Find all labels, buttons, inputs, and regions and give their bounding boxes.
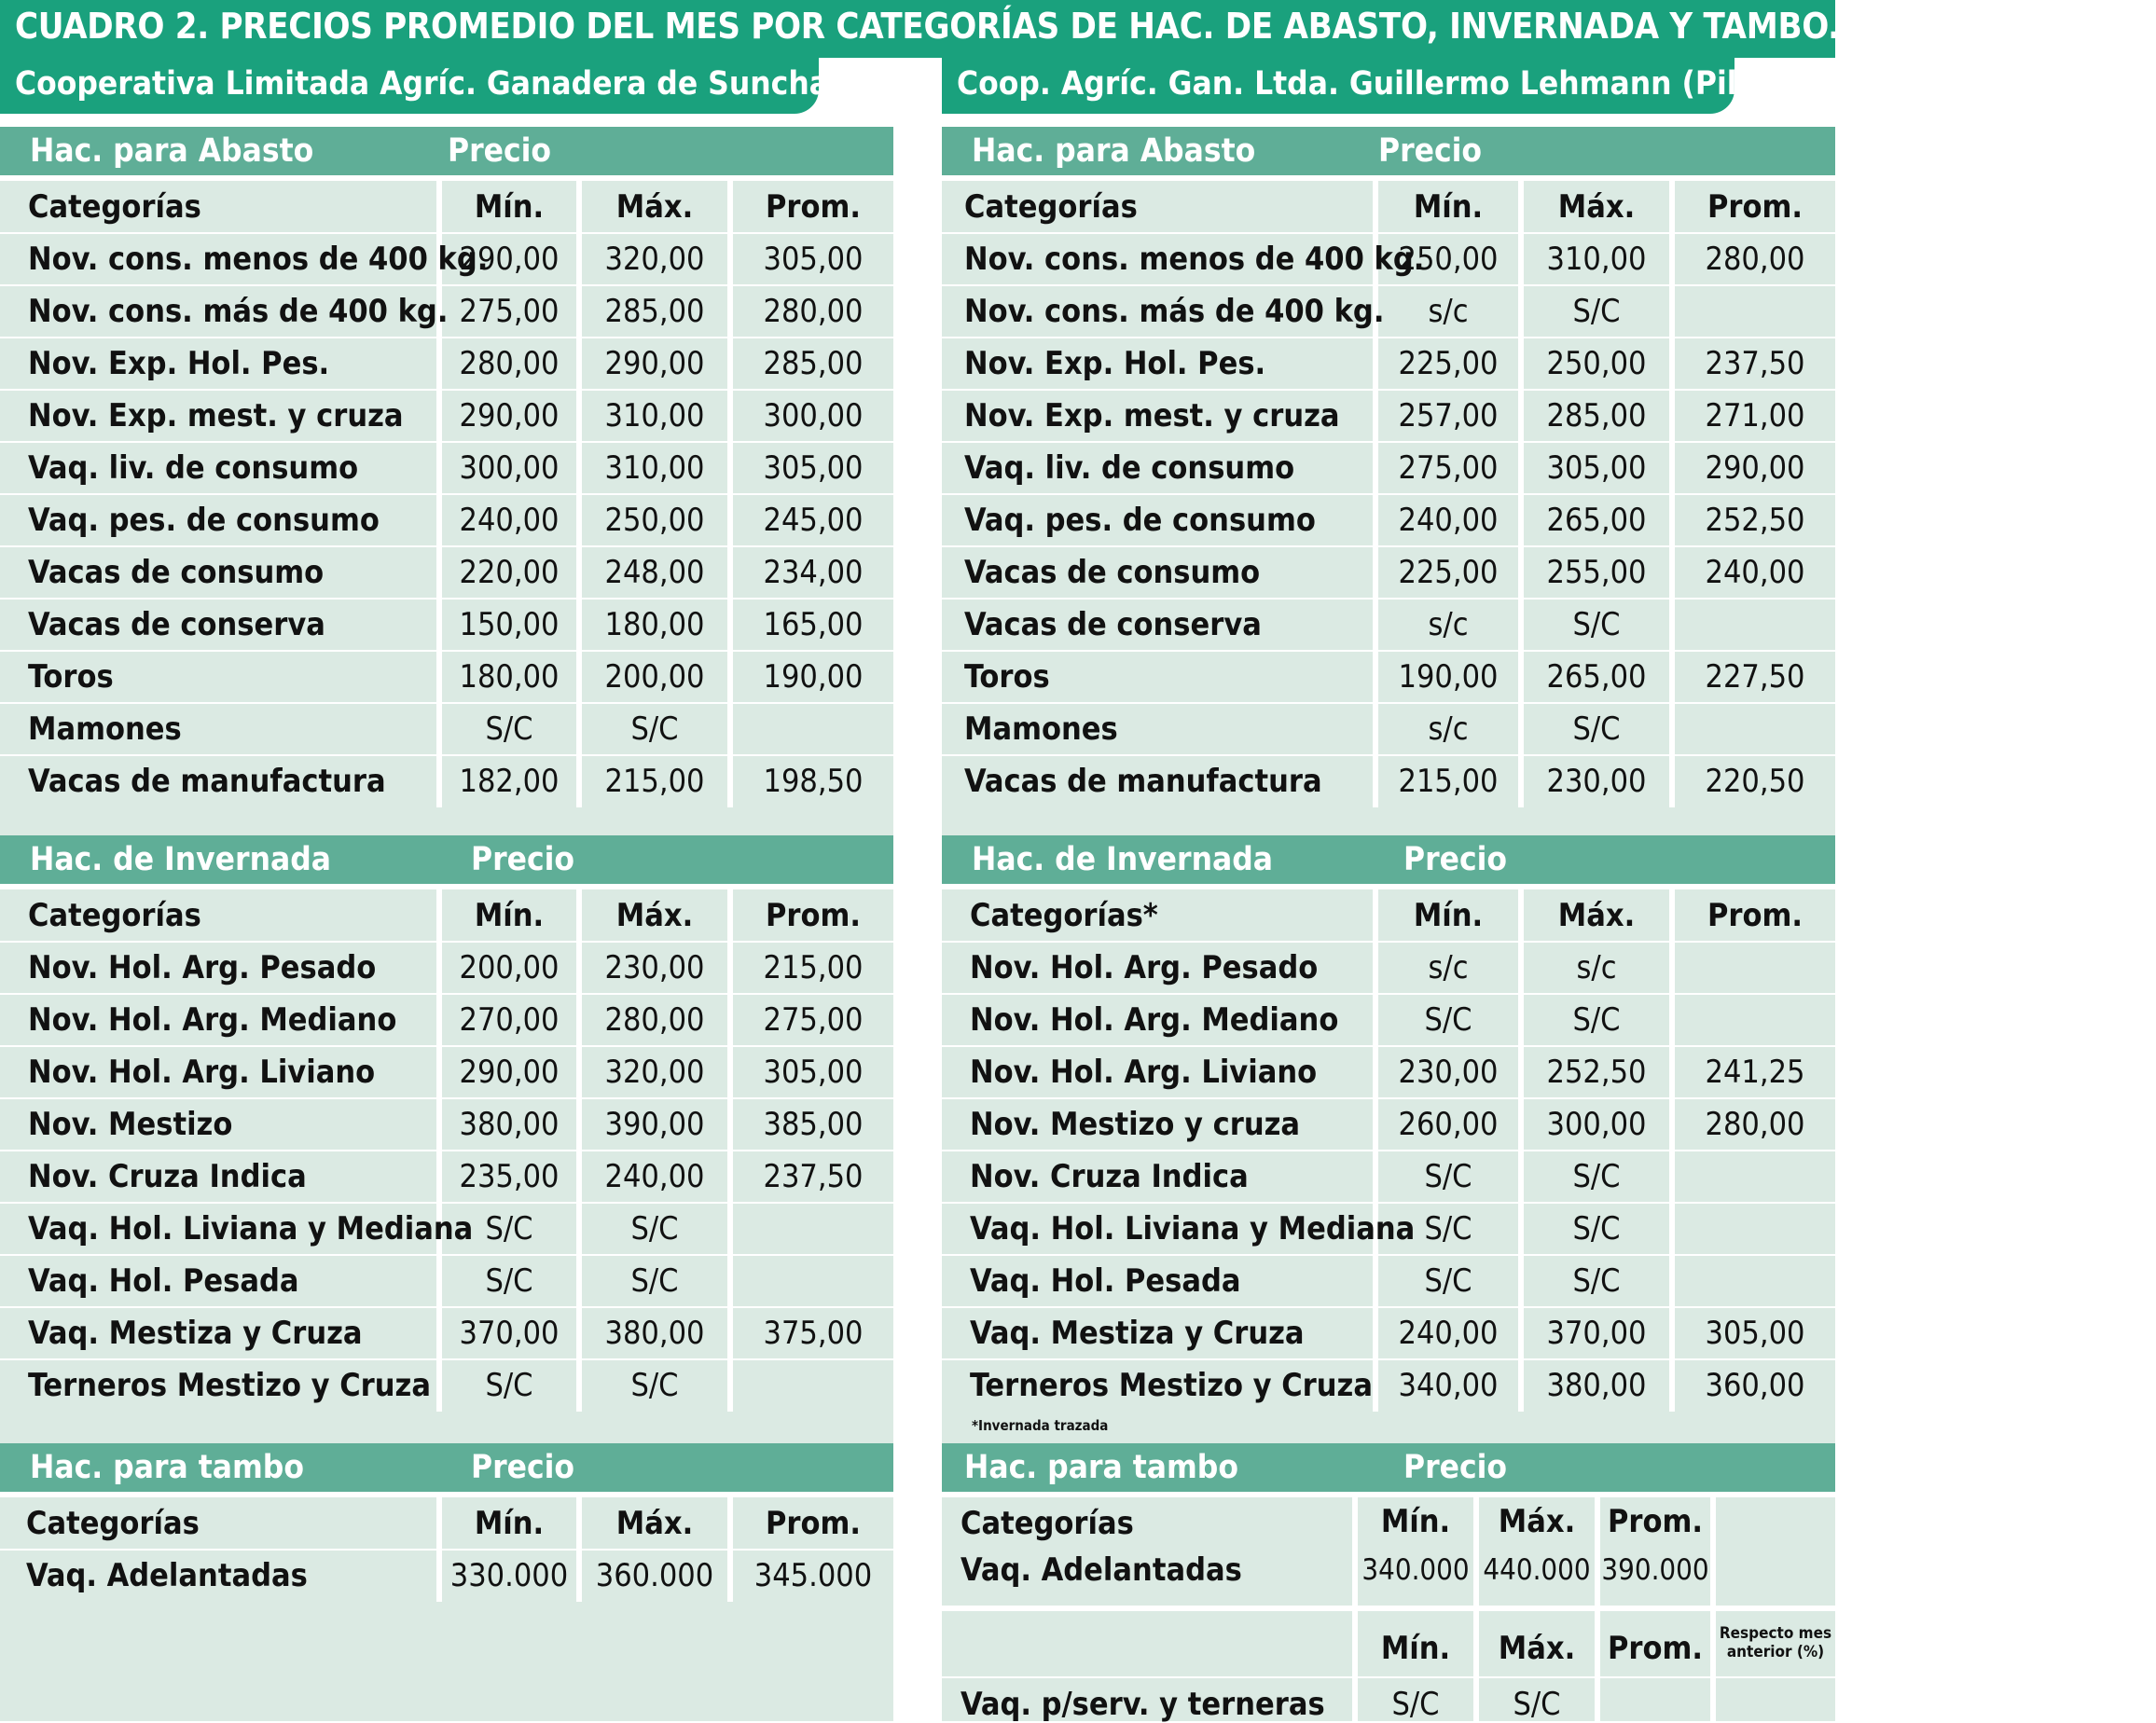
invernada-row-divider bbox=[0, 1306, 893, 1308]
invernada-precio-label: Precio bbox=[471, 841, 575, 878]
abasto-row-value: 220,50 bbox=[1705, 763, 1805, 800]
abasto-col-header-1: Mín. bbox=[1413, 188, 1484, 226]
invernada-row-value: S/C bbox=[630, 1367, 679, 1404]
abasto-row-category: Toros bbox=[964, 658, 1050, 696]
abasto-row-value: 280,00 bbox=[1705, 241, 1805, 278]
invernada-row-category: Nov. Hol. Arg. Mediano bbox=[28, 1001, 397, 1039]
invernada-row-divider bbox=[942, 993, 1835, 995]
abasto-row-value: 305,00 bbox=[763, 241, 864, 278]
invernada-row-value: S/C bbox=[485, 1367, 533, 1404]
abasto-row-value: 265,00 bbox=[1546, 502, 1647, 539]
abasto-row-divider bbox=[0, 284, 893, 286]
abasto-row-value: 250,00 bbox=[1546, 345, 1647, 382]
invernada-row-value: 380,00 bbox=[604, 1315, 705, 1352]
abasto-row-category: Vacas de consumo bbox=[28, 554, 325, 591]
invernada-row-value: S/C bbox=[1424, 1262, 1472, 1300]
tambo-col-header-3: Prom. bbox=[1607, 1503, 1704, 1540]
invernada-row-value: 360,00 bbox=[1705, 1367, 1805, 1404]
invernada-col-header-3: Prom. bbox=[765, 897, 862, 934]
invernada-row-divider bbox=[0, 993, 893, 995]
tambo-row2-value: S/C bbox=[1513, 1686, 1561, 1723]
abasto-row-category: Nov. cons. menos de 400 kg. bbox=[28, 241, 489, 278]
abasto-row-value: 190,00 bbox=[763, 658, 864, 696]
tambo-col-header-3: Prom. bbox=[765, 1505, 862, 1542]
invernada-section-header bbox=[942, 835, 1835, 884]
tambo-row2-category: Vaq. p/serv. y terneras bbox=[961, 1686, 1325, 1723]
invernada-row-value: 340,00 bbox=[1398, 1367, 1499, 1404]
tambo-section-header bbox=[0, 1443, 893, 1492]
invernada-row-divider bbox=[0, 1045, 893, 1047]
tambo-row-category: Vaq. Adelantadas bbox=[26, 1557, 308, 1594]
abasto-row-value: 240,00 bbox=[1398, 502, 1499, 539]
tambo-col2-header-respecto: Respecto mes anterior (%) bbox=[1719, 1624, 1832, 1661]
tambo-row-value: 330.000 bbox=[449, 1557, 569, 1594]
abasto-row-category: Toros bbox=[28, 658, 114, 696]
abasto-row-category: Vaq. liv. de consumo bbox=[28, 449, 359, 487]
invernada-header-divider bbox=[0, 884, 893, 889]
invernada-row-category: Terneros Mestizo y Cruza bbox=[970, 1367, 1373, 1404]
invernada-row-divider bbox=[0, 941, 893, 943]
abasto-col-header-categorias: Categorías bbox=[28, 188, 201, 226]
invernada-row-category: Vaq. Mestiza y Cruza bbox=[970, 1315, 1305, 1352]
abasto-row-value: 255,00 bbox=[1546, 554, 1647, 591]
abasto-row-value: S/C bbox=[485, 710, 533, 748]
invernada-precio-label: Precio bbox=[1403, 841, 1508, 878]
invernada-row-value: 275,00 bbox=[763, 1001, 864, 1039]
abasto-precio-label: Precio bbox=[448, 132, 552, 170]
invernada-row-divider bbox=[942, 1150, 1835, 1151]
abasto-row-divider bbox=[942, 337, 1835, 338]
abasto-row-divider bbox=[942, 598, 1835, 600]
invernada-col-header-categorias: Categorías* bbox=[970, 897, 1158, 934]
abasto-section-header bbox=[942, 127, 1835, 175]
abasto-header-divider bbox=[942, 175, 1835, 181]
invernada-row-category: Terneros Mestizo y Cruza bbox=[28, 1367, 431, 1404]
invernada-col-header-3: Prom. bbox=[1707, 897, 1804, 934]
abasto-row-value: 215,00 bbox=[1398, 763, 1499, 800]
panel-sunchales bbox=[0, 127, 893, 1721]
abasto-row-value: 310,00 bbox=[1546, 241, 1647, 278]
coop-name-left: Cooperativa Limitada Agríc. Ganadera de Sunchales bbox=[15, 65, 877, 103]
abasto-row-category: Vacas de consumo bbox=[964, 554, 1261, 591]
invernada-row-value: S/C bbox=[1572, 1158, 1621, 1195]
tambo-row-value: 345.000 bbox=[753, 1557, 873, 1594]
tambo-col-header-2: Máx. bbox=[615, 1505, 694, 1542]
tambo-header-divider bbox=[0, 1492, 893, 1497]
invernada-row-divider bbox=[942, 1358, 1835, 1360]
invernada-row-divider bbox=[942, 1202, 1835, 1204]
invernada-row-category: Nov. Hol. Arg. Mediano bbox=[970, 1001, 1339, 1039]
title-bar bbox=[0, 0, 2156, 58]
abasto-row-category: Nov. cons. menos de 400 kg. bbox=[964, 241, 1425, 278]
invernada-row-divider bbox=[0, 1358, 893, 1360]
abasto-row-divider bbox=[942, 493, 1835, 495]
invernada-row-value: 240,00 bbox=[604, 1158, 705, 1195]
invernada-row-value: 390,00 bbox=[604, 1106, 705, 1143]
tambo-row-value: 360.000 bbox=[595, 1557, 714, 1594]
abasto-row-value: 310,00 bbox=[604, 449, 705, 487]
invernada-row-value: 200,00 bbox=[459, 949, 560, 986]
abasto-row-divider bbox=[0, 337, 893, 338]
abasto-row-value: 200,00 bbox=[604, 658, 705, 696]
invernada-row-value: S/C bbox=[630, 1210, 679, 1247]
abasto-row-value: 165,00 bbox=[763, 606, 864, 643]
tambo-col-header-1: Mín. bbox=[1380, 1503, 1451, 1540]
tambo-row2-value: S/C bbox=[1391, 1686, 1440, 1723]
invernada-col-header-2: Máx. bbox=[615, 897, 694, 934]
invernada-header-divider bbox=[942, 884, 1835, 889]
invernada-row-divider bbox=[942, 1306, 1835, 1308]
abasto-row-category: Mamones bbox=[964, 710, 1118, 748]
abasto-section-label: Hac. para Abasto bbox=[30, 132, 314, 170]
invernada-section-label: Hac. de Invernada bbox=[972, 841, 1274, 878]
abasto-row-value: S/C bbox=[1572, 606, 1621, 643]
tambo-row-divider bbox=[942, 1606, 1835, 1611]
invernada-row-value: s/c bbox=[1428, 949, 1469, 986]
invernada-row-value: 240,00 bbox=[1398, 1315, 1499, 1352]
invernada-row-value: 300,00 bbox=[1546, 1106, 1647, 1143]
tambo-row-category: Vaq. Adelantadas bbox=[961, 1551, 1242, 1589]
invernada-row-category: Nov. Cruza Indica bbox=[970, 1158, 1249, 1195]
abasto-row-category: Vacas de manufactura bbox=[964, 763, 1322, 800]
tambo-row-divider bbox=[0, 1549, 893, 1551]
abasto-row-divider bbox=[0, 754, 893, 756]
page-title: CUADRO 2. PRECIOS PROMEDIO DEL MES POR CATEGORÍAS DE HAC. DE ABASTO, INVERNADA Y TAMBO. DICIEMBRE 2022. bbox=[15, 6, 2156, 47]
abasto-row-value: S/C bbox=[1572, 293, 1621, 330]
abasto-row-value: 180,00 bbox=[459, 658, 560, 696]
abasto-row-value: 257,00 bbox=[1398, 397, 1499, 434]
abasto-row-category: Vaq. liv. de consumo bbox=[964, 449, 1295, 487]
tambo-row-divider bbox=[942, 1676, 1835, 1678]
abasto-section-header bbox=[0, 127, 893, 175]
abasto-row-divider bbox=[942, 284, 1835, 286]
abasto-row-value: 290,00 bbox=[1705, 449, 1805, 487]
abasto-row-divider bbox=[0, 441, 893, 443]
abasto-row-value: 190,00 bbox=[1398, 658, 1499, 696]
invernada-row-category: Nov. Hol. Arg. Pesado bbox=[970, 949, 1319, 986]
invernada-row-value: S/C bbox=[630, 1262, 679, 1300]
tambo-col2-header-2: Prom. bbox=[1607, 1630, 1704, 1667]
abasto-row-category: Vaq. pes. de consumo bbox=[964, 502, 1316, 539]
invernada-col-header-2: Máx. bbox=[1557, 897, 1636, 934]
abasto-row-value: S/C bbox=[1572, 710, 1621, 748]
invernada-row-value: 380,00 bbox=[459, 1106, 560, 1143]
abasto-row-value: 220,00 bbox=[459, 554, 560, 591]
abasto-row-divider bbox=[942, 232, 1835, 234]
abasto-row-value: 182,00 bbox=[459, 763, 560, 800]
coop-banner-left bbox=[0, 58, 877, 114]
invernada-row-value: 375,00 bbox=[763, 1315, 864, 1352]
tambo-section-label: Hac. para tambo bbox=[964, 1449, 1238, 1486]
invernada-row-value: 280,00 bbox=[1705, 1106, 1805, 1143]
abasto-row-value: 310,00 bbox=[604, 397, 705, 434]
abasto-row-value: 285,00 bbox=[1546, 397, 1647, 434]
invernada-row-divider bbox=[942, 941, 1835, 943]
tambo-precio-label: Precio bbox=[471, 1449, 575, 1486]
abasto-row-value: 285,00 bbox=[604, 293, 705, 330]
invernada-row-value: 320,00 bbox=[604, 1054, 705, 1091]
invernada-row-value: 270,00 bbox=[459, 1001, 560, 1039]
invernada-row-value: 230,00 bbox=[1398, 1054, 1499, 1091]
abasto-row-value: 230,00 bbox=[1546, 763, 1647, 800]
abasto-row-category: Vacas de conserva bbox=[964, 606, 1262, 643]
abasto-row-category: Nov. cons. más de 400 kg. bbox=[28, 293, 449, 330]
invernada-row-value: 230,00 bbox=[604, 949, 705, 986]
invernada-col-header-1: Mín. bbox=[1413, 897, 1484, 934]
abasto-row-value: 240,00 bbox=[1705, 554, 1805, 591]
abasto-row-value: 250,00 bbox=[1398, 241, 1499, 278]
abasto-header-divider bbox=[0, 175, 893, 181]
abasto-row-value: 198,50 bbox=[763, 763, 864, 800]
tambo-section-label: Hac. para tambo bbox=[30, 1449, 304, 1486]
invernada-row-value: S/C bbox=[1572, 1210, 1621, 1247]
invernada-row-value: S/C bbox=[1424, 1210, 1472, 1247]
abasto-row-category: Nov. Exp. mest. y cruza bbox=[28, 397, 404, 434]
abasto-row-value: 280,00 bbox=[763, 293, 864, 330]
abasto-row-divider bbox=[942, 650, 1835, 652]
invernada-row-value: S/C bbox=[1424, 1158, 1472, 1195]
abasto-row-category: Vacas de manufactura bbox=[28, 763, 386, 800]
abasto-row-divider bbox=[942, 389, 1835, 391]
abasto-row-value: s/c bbox=[1428, 710, 1469, 748]
abasto-row-value: 275,00 bbox=[459, 293, 560, 330]
invernada-row-value: 241,25 bbox=[1705, 1054, 1805, 1091]
invernada-col-header-1: Mín. bbox=[474, 897, 545, 934]
invernada-row-value: 235,00 bbox=[459, 1158, 560, 1195]
invernada-row-value: 305,00 bbox=[1705, 1315, 1805, 1352]
abasto-row-category: Nov. cons. más de 400 kg. bbox=[964, 293, 1385, 330]
invernada-row-divider bbox=[0, 1254, 893, 1256]
abasto-row-value: 290,00 bbox=[459, 397, 560, 434]
invernada-row-value: S/C bbox=[485, 1210, 533, 1247]
abasto-row-category: Vacas de conserva bbox=[28, 606, 325, 643]
abasto-row-value: 305,00 bbox=[1546, 449, 1647, 487]
abasto-row-value: 180,00 bbox=[604, 606, 705, 643]
abasto-row-divider bbox=[0, 389, 893, 391]
tambo-row-value: 390.000 bbox=[1601, 1553, 1709, 1587]
invernada-row-value: 380,00 bbox=[1546, 1367, 1647, 1404]
abasto-row-category: Vaq. pes. de consumo bbox=[28, 502, 380, 539]
abasto-col-header-categorias: Categorías bbox=[964, 188, 1138, 226]
abasto-col-header-2: Máx. bbox=[615, 188, 694, 226]
abasto-row-value: S/C bbox=[630, 710, 679, 748]
abasto-row-value: 225,00 bbox=[1398, 554, 1499, 591]
invernada-row-category: Vaq. Hol. Liviana y Mediana bbox=[28, 1210, 474, 1247]
abasto-col-header-3: Prom. bbox=[765, 188, 862, 226]
invernada-row-value: 290,00 bbox=[459, 1054, 560, 1091]
invernada-row-value: 215,00 bbox=[763, 949, 864, 986]
abasto-col-header-2: Máx. bbox=[1557, 188, 1636, 226]
abasto-col-header-1: Mín. bbox=[474, 188, 545, 226]
invernada-row-divider bbox=[942, 1097, 1835, 1099]
invernada-footnote: *Invernada trazada bbox=[972, 1417, 1109, 1434]
invernada-row-value: S/C bbox=[1424, 1001, 1472, 1039]
abasto-section-label: Hac. para Abasto bbox=[972, 132, 1256, 170]
abasto-row-value: 215,00 bbox=[604, 763, 705, 800]
invernada-row-divider bbox=[0, 1202, 893, 1204]
abasto-row-category: Nov. Exp. Hol. Pes. bbox=[28, 345, 330, 382]
invernada-row-category: Vaq. Hol. Pesada bbox=[28, 1262, 299, 1300]
invernada-row-category: Vaq. Hol. Liviana y Mediana bbox=[970, 1210, 1416, 1247]
abasto-row-value: 305,00 bbox=[763, 449, 864, 487]
coop-banner-right bbox=[942, 58, 1785, 114]
invernada-row-category: Nov. Hol. Arg. Liviano bbox=[970, 1054, 1318, 1091]
abasto-precio-label: Precio bbox=[1378, 132, 1483, 170]
abasto-row-divider bbox=[942, 441, 1835, 443]
abasto-row-value: 280,00 bbox=[459, 345, 560, 382]
tambo-col2-header-0: Mín. bbox=[1380, 1630, 1451, 1667]
invernada-row-value: 370,00 bbox=[459, 1315, 560, 1352]
abasto-row-category: Nov. Exp. Hol. Pes. bbox=[964, 345, 1266, 382]
coop-name-right: Coop. Agríc. Gan. Ltda. Guillermo Lehmann (Pilar) bbox=[957, 65, 1785, 103]
invernada-section-label: Hac. de Invernada bbox=[30, 841, 332, 878]
abasto-row-value: 227,50 bbox=[1705, 658, 1805, 696]
abasto-row-value: 150,00 bbox=[459, 606, 560, 643]
abasto-col-header-3: Prom. bbox=[1707, 188, 1804, 226]
invernada-row-category: Nov. Mestizo bbox=[28, 1106, 233, 1143]
invernada-row-value: 280,00 bbox=[604, 1001, 705, 1039]
abasto-row-value: 285,00 bbox=[763, 345, 864, 382]
abasto-row-divider bbox=[0, 545, 893, 547]
invernada-section-header bbox=[0, 835, 893, 884]
invernada-row-value: 237,50 bbox=[763, 1158, 864, 1195]
invernada-col-header-categorias: Categorías bbox=[28, 897, 201, 934]
abasto-row-value: 290,00 bbox=[604, 345, 705, 382]
invernada-row-value: S/C bbox=[1572, 1001, 1621, 1039]
abasto-row-value: 237,50 bbox=[1705, 345, 1805, 382]
abasto-row-value: 250,00 bbox=[604, 502, 705, 539]
abasto-row-value: 271,00 bbox=[1705, 397, 1805, 434]
abasto-row-category: Mamones bbox=[28, 710, 182, 748]
invernada-row-value: s/c bbox=[1576, 949, 1617, 986]
invernada-row-divider bbox=[0, 1150, 893, 1151]
tambo-col-header-1: Mín. bbox=[474, 1505, 545, 1542]
abasto-row-value: 225,00 bbox=[1398, 345, 1499, 382]
invernada-row-value: S/C bbox=[485, 1262, 533, 1300]
abasto-row-divider bbox=[0, 650, 893, 652]
invernada-row-category: Nov. Hol. Arg. Pesado bbox=[28, 949, 377, 986]
tambo-section-header bbox=[942, 1443, 1835, 1492]
tambo-precio-label: Precio bbox=[1403, 1449, 1508, 1486]
abasto-row-value: 265,00 bbox=[1546, 658, 1647, 696]
abasto-row-value: s/c bbox=[1428, 606, 1469, 643]
invernada-row-value: 260,00 bbox=[1398, 1106, 1499, 1143]
abasto-row-value: 248,00 bbox=[604, 554, 705, 591]
invernada-row-category: Nov. Cruza Indica bbox=[28, 1158, 307, 1195]
panel-lehmann bbox=[942, 127, 1835, 1721]
invernada-row-value: 305,00 bbox=[763, 1054, 864, 1091]
invernada-row-category: Nov. Hol. Arg. Liviano bbox=[28, 1054, 376, 1091]
invernada-row-divider bbox=[942, 1254, 1835, 1256]
invernada-row-value: 252,50 bbox=[1546, 1054, 1647, 1091]
invernada-row-category: Vaq. Mestiza y Cruza bbox=[28, 1315, 363, 1352]
abasto-row-value: 240,00 bbox=[459, 502, 560, 539]
invernada-row-divider bbox=[0, 1097, 893, 1099]
abasto-row-value: 290,00 bbox=[459, 241, 560, 278]
abasto-row-divider bbox=[0, 493, 893, 495]
abasto-row-category: Nov. Exp. mest. y cruza bbox=[964, 397, 1340, 434]
tambo-header-divider bbox=[942, 1492, 1835, 1497]
tambo-col-header-categorias: Categorías bbox=[26, 1505, 200, 1542]
abasto-row-divider bbox=[0, 702, 893, 704]
abasto-row-divider bbox=[942, 754, 1835, 756]
abasto-row-value: 300,00 bbox=[763, 397, 864, 434]
invernada-row-value: S/C bbox=[1572, 1262, 1621, 1300]
abasto-row-value: 320,00 bbox=[604, 241, 705, 278]
abasto-row-value: 234,00 bbox=[763, 554, 864, 591]
abasto-row-divider bbox=[942, 702, 1835, 704]
abasto-row-value: 275,00 bbox=[1398, 449, 1499, 487]
invernada-row-value: 385,00 bbox=[763, 1106, 864, 1143]
abasto-row-value: 252,50 bbox=[1705, 502, 1805, 539]
invernada-row-category: Vaq. Hol. Pesada bbox=[970, 1262, 1241, 1300]
tambo-col-header-2: Máx. bbox=[1498, 1503, 1576, 1540]
tambo-row-value: 440.000 bbox=[1483, 1553, 1591, 1587]
tambo-row-value: 340.000 bbox=[1361, 1553, 1470, 1587]
invernada-row-category: Nov. Mestizo y cruza bbox=[970, 1106, 1301, 1143]
invernada-row-value: 370,00 bbox=[1546, 1315, 1647, 1352]
abasto-row-divider bbox=[0, 232, 893, 234]
abasto-row-value: s/c bbox=[1428, 293, 1469, 330]
tambo-col2-header-1: Máx. bbox=[1498, 1630, 1576, 1667]
abasto-row-value: 245,00 bbox=[763, 502, 864, 539]
abasto-row-divider bbox=[942, 545, 1835, 547]
tambo-col-header-categorias: Categorías bbox=[961, 1505, 1134, 1542]
invernada-row-divider bbox=[942, 1045, 1835, 1047]
abasto-row-divider bbox=[0, 598, 893, 600]
abasto-row-value: 300,00 bbox=[459, 449, 560, 487]
